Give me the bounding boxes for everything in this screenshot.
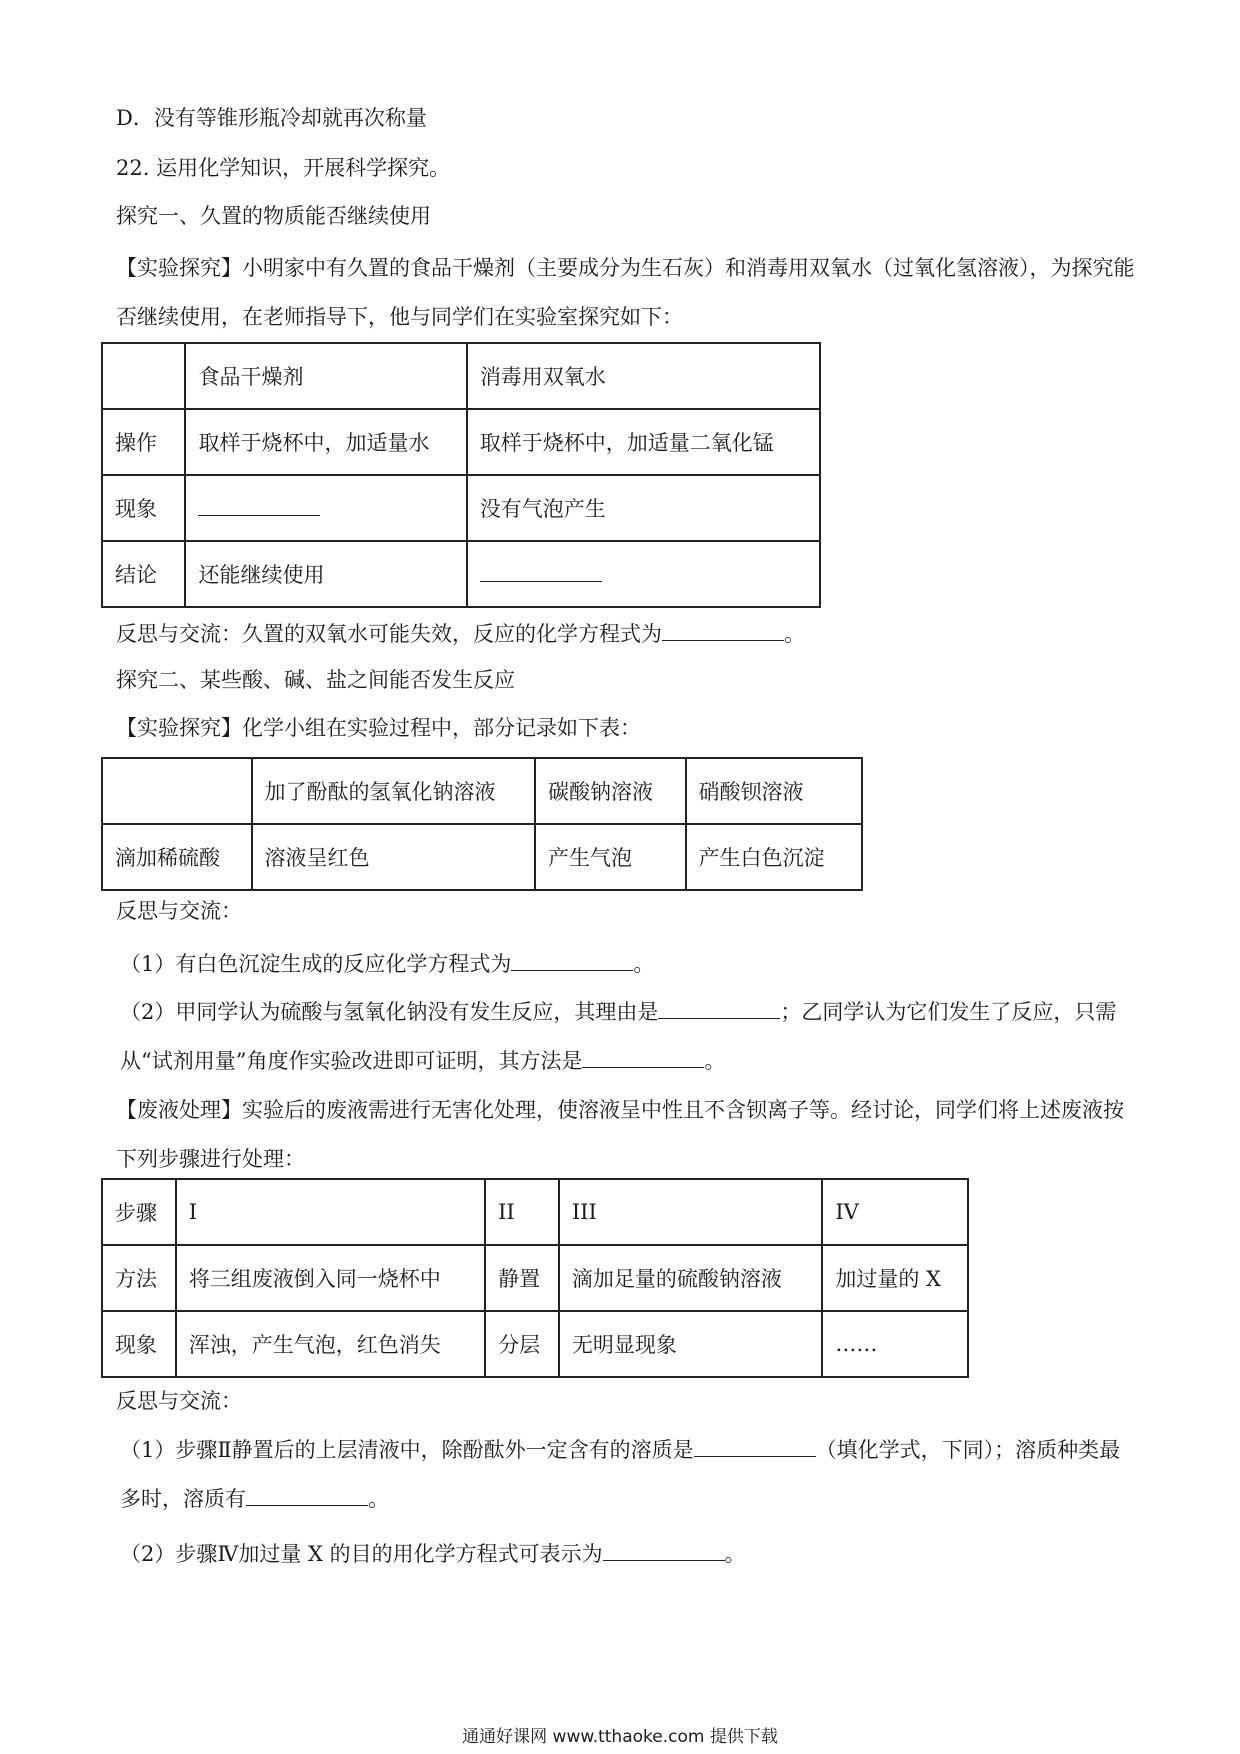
answer-blank[interactable] [603,1540,725,1561]
reflection-2-title: 反思与交流： [116,899,242,923]
table-cell: 浑浊，产生气泡，红色消失 [176,1311,485,1377]
table-cell: 还能继续使用 [185,541,466,607]
table-cell: IV [822,1179,968,1245]
table-3 [101,1178,969,1378]
option-d: D．没有等锥形瓶冷却就再次称量 [116,106,427,130]
period: 。 [724,1542,746,1566]
answer-blank-cell [185,475,466,541]
table-cell: 加过量的 X [822,1245,968,1311]
table-cell: 滴加足量的硫酸钠溶液 [559,1245,822,1311]
answer-blank[interactable] [511,950,633,971]
table-cell: 现象 [102,475,185,541]
table-cell: 产生气泡 [535,824,686,890]
table-cell: 静置 [485,1245,559,1311]
reflection-2-q1 [120,950,654,975]
answer-blank-cell [467,541,820,607]
table-cell: I [176,1179,485,1245]
answer-blank[interactable] [658,998,780,1019]
table-row [102,1311,968,1377]
table-cell [102,343,185,409]
table-cell: III [559,1179,822,1245]
table-cell: II [485,1179,559,1245]
table-cell: 硝酸钡溶液 [686,758,862,824]
inquiry-2-intro: 【实验探究】化学小组在实验过程中，部分记录如下表： [116,716,641,740]
table-cell: 碳酸钠溶液 [535,758,686,824]
table-cell: 取样于烧杯中，加适量水 [185,409,466,475]
question-text: （1）有白色沉淀生成的反应化学方程式为 [120,952,512,976]
table-row [102,409,820,475]
table-row [102,1245,968,1311]
table-cell: 没有气泡产生 [467,475,820,541]
question-22: 22. 运用化学知识，开展科学探究。 [116,156,451,180]
inquiry-1-intro: 【实验探究】小明家中有久置的食品干燥剂（主要成分为生石灰）和消毒用双氧水（过氧化氢溶液），为探究能否继续使用，在老师指导下，他与同学们在实验室探究如下： [116,256,1135,329]
table-cell: 方法 [102,1245,176,1311]
question-text: （2）步骤Ⅳ加过量 X 的目的用化学方程式可表示为 [120,1542,603,1566]
table-cell: 消毒用双氧水 [467,343,820,409]
page-footer: 通通好课网 www.tthaoke.com 提供下载 [462,1727,778,1747]
table-row [102,475,820,541]
answer-blank[interactable] [480,561,602,582]
period: 。 [633,952,655,976]
answer-blank[interactable] [246,1485,368,1506]
inquiry-1-title: 探究一、久置的物质能否继续使用 [116,204,431,228]
answer-blank[interactable] [582,1047,704,1068]
question-text: （2）甲同学认为硫酸与氢氧化钠没有发生反应，其理由是 [120,1000,659,1024]
question-text: （填化学式，下同）；溶质种类最多时，溶质有 [120,1438,1121,1511]
table-cell: 产生白色沉淀 [686,824,862,890]
table-row [102,758,862,824]
table-row [102,824,862,890]
table-cell: 滴加稀硫酸 [102,824,252,890]
table-1 [101,342,821,608]
table-cell: 加了酚酞的氢氧化钠溶液 [252,758,535,824]
reflection-1 [116,620,805,645]
table-row [102,1179,968,1245]
table-row [102,343,820,409]
table-cell: 取样于烧杯中，加适量二氧化锰 [467,409,820,475]
waste-intro: 【废液处理】实验后的废液需进行无害化处理，使溶液呈中性且不含钡离子等。经讨论，同学们将上述废液按下列步骤进行处理： [116,1098,1124,1171]
reflection-2-q2 [120,988,1140,1086]
period: 。 [368,1487,389,1511]
table-row [102,541,820,607]
table-cell: 操作 [102,409,185,475]
answer-blank[interactable] [662,620,784,641]
reflection-3-q2 [120,1540,746,1565]
period: 。 [784,622,805,646]
table-cell: 食品干燥剂 [185,343,466,409]
answer-blank[interactable] [694,1436,816,1457]
table-cell: 分层 [485,1311,559,1377]
table-cell: 溶液呈红色 [252,824,535,890]
table-cell: 现象 [102,1311,176,1377]
reflection-3-q1 [120,1426,1140,1524]
answer-blank[interactable] [198,495,320,516]
table-cell: 无明显现象 [559,1311,822,1377]
reflection-1-text: 反思与交流：久置的双氧水可能失效，反应的化学方程式为 [116,622,662,646]
table-cell [102,758,252,824]
table-2 [101,757,863,891]
inquiry-2-title: 探究二、某些酸、碱、盐之间能否发生反应 [116,668,515,692]
question-text: （1）步骤Ⅱ静置后的上层清液中，除酚酞外一定含有的溶质是 [120,1438,694,1462]
question-text: ；乙同学认为它们发生了反应，只需从“试剂用量”角度作实验改进即可证明，其方法是 [120,1000,1117,1073]
reflection-3-title: 反思与交流： [116,1389,242,1413]
period: 。 [704,1049,726,1073]
table-cell: 将三组废液倒入同一烧杯中 [176,1245,485,1311]
table-cell: …… [822,1311,968,1377]
table-cell: 步骤 [102,1179,176,1245]
table-cell: 结论 [102,541,185,607]
